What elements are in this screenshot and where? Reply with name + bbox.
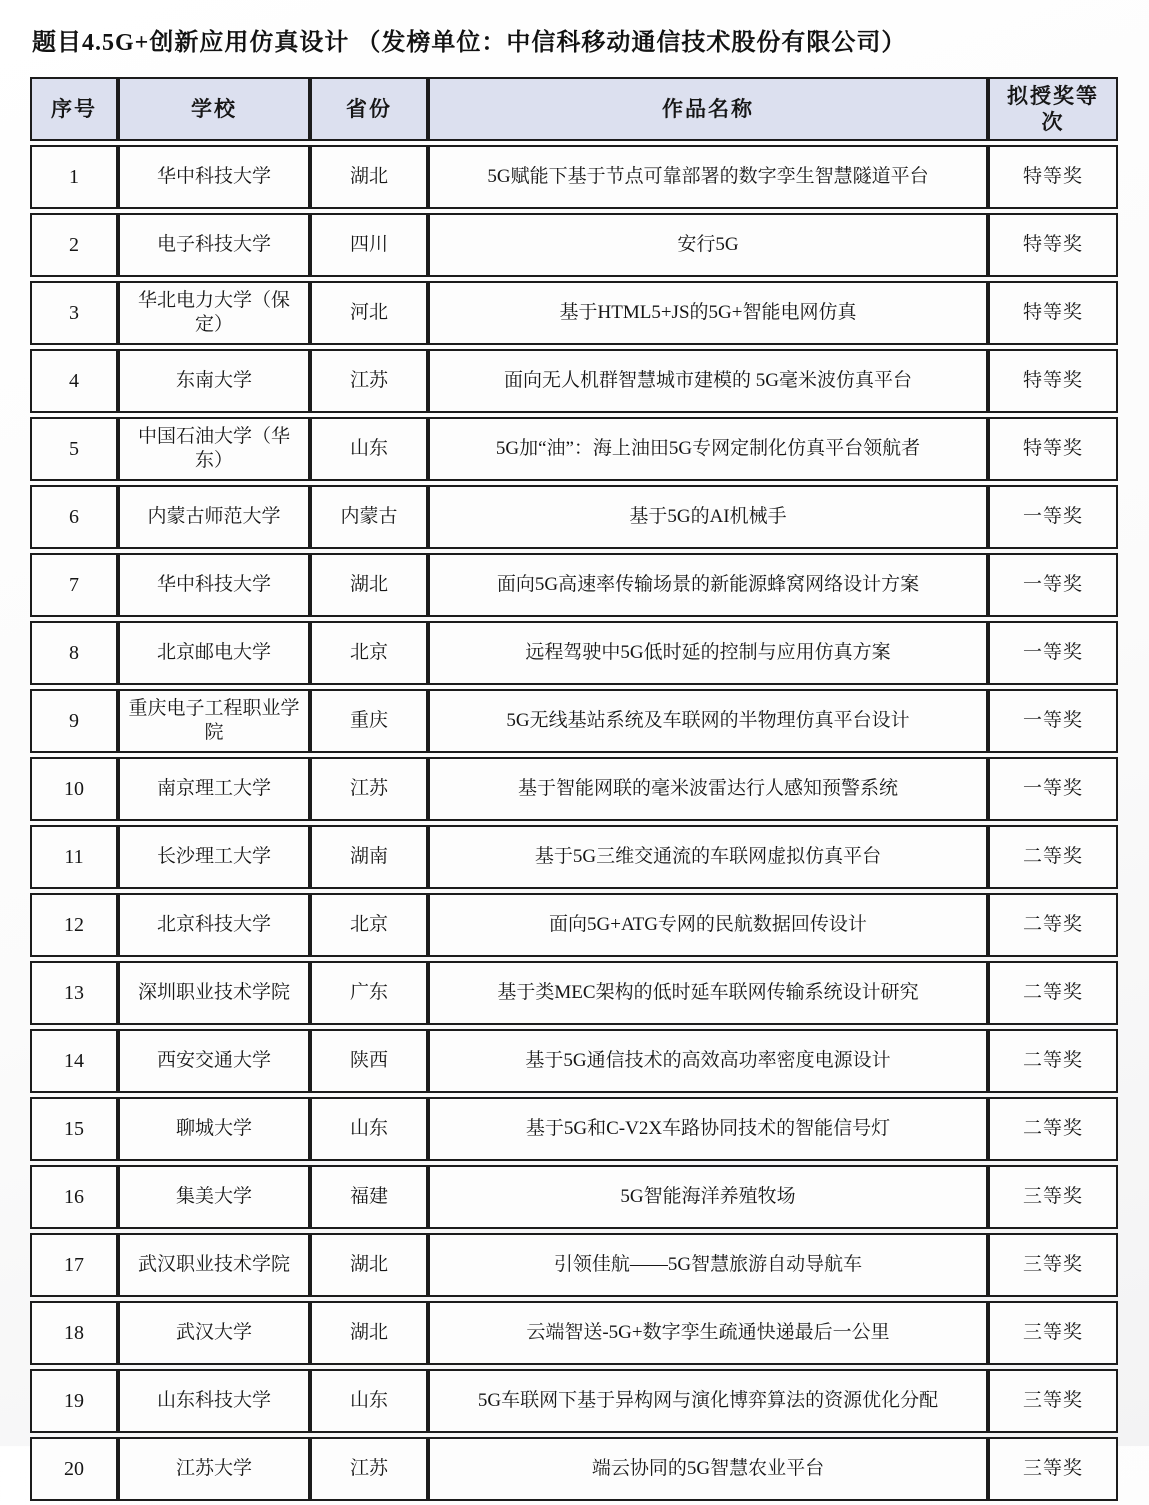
table-row xyxy=(30,893,1118,957)
table-row xyxy=(30,1369,1118,1433)
cell-work: 云端智送-5G+数字孪生疏通快递最后一公里 xyxy=(428,1301,988,1365)
cell-province: 山东 xyxy=(310,1369,428,1433)
table-row xyxy=(30,1233,1118,1297)
cell-school: 中国石油大学（华东） xyxy=(118,417,310,481)
cell-award: 特等奖 xyxy=(988,417,1118,481)
cell-school: 江苏大学 xyxy=(118,1437,310,1501)
cell-province: 山东 xyxy=(310,417,428,481)
table-row xyxy=(30,689,1118,753)
cell-work: 端云协同的5G智慧农业平台 xyxy=(428,1437,988,1501)
cell-award: 二等奖 xyxy=(988,1029,1118,1093)
cell-school: 长沙理工大学 xyxy=(118,825,310,889)
cell-work: 基于5G通信技术的高效高功率密度电源设计 xyxy=(428,1029,988,1093)
column-header-province: 省份 xyxy=(310,77,428,141)
cell-province: 山东 xyxy=(310,1097,428,1161)
cell-index: 12 xyxy=(30,893,118,957)
cell-school: 集美大学 xyxy=(118,1165,310,1229)
table-row xyxy=(30,349,1118,413)
cell-work: 5G无线基站系统及车联网的半物理仿真平台设计 xyxy=(428,689,988,753)
cell-school: 电子科技大学 xyxy=(118,213,310,277)
cell-work: 5G车联网下基于异构网与演化博弈算法的资源优化分配 xyxy=(428,1369,988,1433)
cell-index: 16 xyxy=(30,1165,118,1229)
column-header-work: 作品名称 xyxy=(428,77,988,141)
cell-school: 重庆电子工程职业学院 xyxy=(118,689,310,753)
cell-school: 聊城大学 xyxy=(118,1097,310,1161)
table-row xyxy=(30,145,1118,209)
cell-index: 17 xyxy=(30,1233,118,1297)
cell-index: 1 xyxy=(30,145,118,209)
cell-work: 基于HTML5+JS的5G+智能电网仿真 xyxy=(428,281,988,345)
cell-index: 13 xyxy=(30,961,118,1025)
table-row xyxy=(30,1097,1118,1161)
cell-school: 武汉职业技术学院 xyxy=(118,1233,310,1297)
cell-index: 19 xyxy=(30,1369,118,1433)
cell-province: 内蒙古 xyxy=(310,485,428,549)
cell-work: 面向5G+ATG专网的民航数据回传设计 xyxy=(428,893,988,957)
table-row xyxy=(30,757,1118,821)
cell-school: 北京科技大学 xyxy=(118,893,310,957)
header-row xyxy=(30,77,1118,141)
cell-index: 3 xyxy=(30,281,118,345)
cell-index: 9 xyxy=(30,689,118,753)
cell-province: 四川 xyxy=(310,213,428,277)
cell-work: 5G赋能下基于节点可靠部署的数字孪生智慧隧道平台 xyxy=(428,145,988,209)
column-header-award: 拟授奖等次 xyxy=(988,77,1118,141)
cell-work: 安行5G xyxy=(428,213,988,277)
cell-school: 华北电力大学（保定） xyxy=(118,281,310,345)
cell-index: 11 xyxy=(30,825,118,889)
cell-award: 二等奖 xyxy=(988,825,1118,889)
cell-index: 20 xyxy=(30,1437,118,1501)
table-row xyxy=(30,1301,1118,1365)
cell-award: 特等奖 xyxy=(988,145,1118,209)
cell-index: 18 xyxy=(30,1301,118,1365)
cell-index: 10 xyxy=(30,757,118,821)
table-row xyxy=(30,417,1118,481)
cell-award: 特等奖 xyxy=(988,281,1118,345)
cell-province: 湖北 xyxy=(310,1301,428,1365)
column-header-school: 学校 xyxy=(118,77,310,141)
cell-work: 远程驾驶中5G低时延的控制与应用仿真方案 xyxy=(428,621,988,685)
cell-school: 南京理工大学 xyxy=(118,757,310,821)
cell-province: 湖北 xyxy=(310,553,428,617)
cell-province: 江苏 xyxy=(310,1437,428,1501)
table-row xyxy=(30,825,1118,889)
cell-award: 一等奖 xyxy=(988,757,1118,821)
cell-award: 二等奖 xyxy=(988,1097,1118,1161)
cell-index: 5 xyxy=(30,417,118,481)
cell-work: 面向无人机群智慧城市建模的 5G毫米波仿真平台 xyxy=(428,349,988,413)
cell-award: 二等奖 xyxy=(988,961,1118,1025)
cell-work: 5G加“油”：海上油田5G专网定制化仿真平台领航者 xyxy=(428,417,988,481)
table-row xyxy=(30,1165,1118,1229)
cell-award: 一等奖 xyxy=(988,689,1118,753)
cell-award: 一等奖 xyxy=(988,553,1118,617)
cell-work: 基于5G和C-V2X车路协同技术的智能信号灯 xyxy=(428,1097,988,1161)
table-row xyxy=(30,485,1118,549)
column-header-index: 序号 xyxy=(30,77,118,141)
cell-province: 北京 xyxy=(310,893,428,957)
cell-school: 西安交通大学 xyxy=(118,1029,310,1093)
cell-award: 一等奖 xyxy=(988,485,1118,549)
cell-province: 湖北 xyxy=(310,1233,428,1297)
cell-school: 北京邮电大学 xyxy=(118,621,310,685)
cell-index: 8 xyxy=(30,621,118,685)
cell-award: 特等奖 xyxy=(988,213,1118,277)
table-row xyxy=(30,213,1118,277)
cell-school: 华中科技大学 xyxy=(118,553,310,617)
awards-table xyxy=(30,73,1118,1505)
cell-index: 7 xyxy=(30,553,118,617)
cell-index: 6 xyxy=(30,485,118,549)
cell-index: 4 xyxy=(30,349,118,413)
cell-index: 14 xyxy=(30,1029,118,1093)
cell-award: 三等奖 xyxy=(988,1437,1118,1501)
cell-province: 重庆 xyxy=(310,689,428,753)
cell-award: 三等奖 xyxy=(988,1369,1118,1433)
cell-school: 东南大学 xyxy=(118,349,310,413)
page-title: 题目4.5G+创新应用仿真设计 （发榜单位：中信科移动通信技术股份有限公司） xyxy=(32,30,907,56)
cell-province: 湖北 xyxy=(310,145,428,209)
cell-school: 华中科技大学 xyxy=(118,145,310,209)
cell-province: 广东 xyxy=(310,961,428,1025)
cell-index: 15 xyxy=(30,1097,118,1161)
cell-award: 特等奖 xyxy=(988,349,1118,413)
cell-school: 内蒙古师范大学 xyxy=(118,485,310,549)
cell-work: 基于5G三维交通流的车联网虚拟仿真平台 xyxy=(428,825,988,889)
cell-index: 2 xyxy=(30,213,118,277)
cell-award: 三等奖 xyxy=(988,1301,1118,1365)
cell-work: 基于智能网联的毫米波雷达行人感知预警系统 xyxy=(428,757,988,821)
cell-province: 福建 xyxy=(310,1165,428,1229)
table-row xyxy=(30,1029,1118,1093)
table-row xyxy=(30,621,1118,685)
cell-province: 湖南 xyxy=(310,825,428,889)
cell-award: 二等奖 xyxy=(988,893,1118,957)
table-row xyxy=(30,961,1118,1025)
cell-school: 深圳职业技术学院 xyxy=(118,961,310,1025)
cell-province: 江苏 xyxy=(310,757,428,821)
cell-province: 河北 xyxy=(310,281,428,345)
cell-work: 引领佳航——5G智慧旅游自动导航车 xyxy=(428,1233,988,1297)
cell-province: 陕西 xyxy=(310,1029,428,1093)
cell-award: 一等奖 xyxy=(988,621,1118,685)
cell-work: 基于类MEC架构的低时延车联网传输系统设计研究 xyxy=(428,961,988,1025)
cell-award: 三等奖 xyxy=(988,1165,1118,1229)
cell-award: 三等奖 xyxy=(988,1233,1118,1297)
table-body xyxy=(30,145,1118,1501)
cell-school: 山东科技大学 xyxy=(118,1369,310,1433)
cell-work: 5G智能海洋养殖牧场 xyxy=(428,1165,988,1229)
table-row xyxy=(30,281,1118,345)
table-row xyxy=(30,1437,1118,1501)
cell-work: 基于5G的AI机械手 xyxy=(428,485,988,549)
cell-work: 面向5G高速率传输场景的新能源蜂窝网络设计方案 xyxy=(428,553,988,617)
cell-school: 武汉大学 xyxy=(118,1301,310,1365)
table-row xyxy=(30,553,1118,617)
cell-province: 江苏 xyxy=(310,349,428,413)
cell-province: 北京 xyxy=(310,621,428,685)
